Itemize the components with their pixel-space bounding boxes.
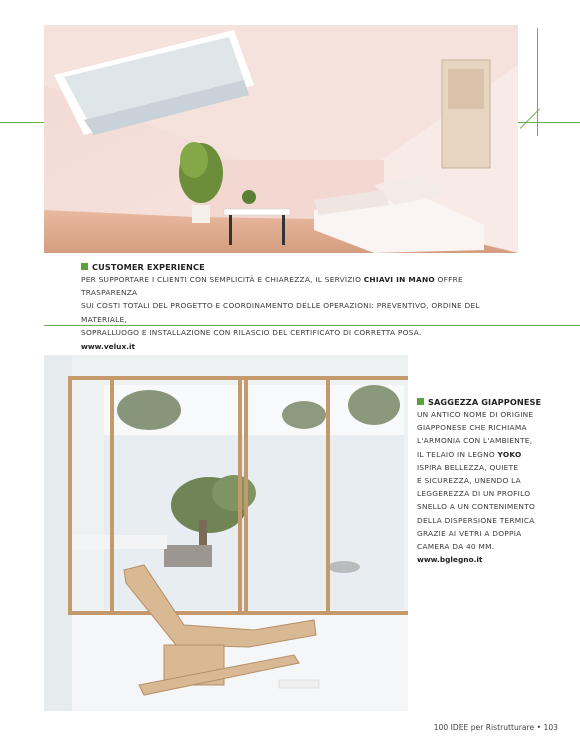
link-velux[interactable]: www.velux.it — [81, 342, 136, 352]
caption-body: PER SUPPORTARE I CLIENTI CON SEMPLICITÀ E CHIAREZZA, IL SERVIZIO CHIAVI IN MANO OFFRE TRASPARENZA SUI COSTI TOTALI DEL PROGETTO E COORDINAMENTO DELLE OPERAZIONI: PREVENTIVO, ORDINE DEL MATERIALE, SOPRALLUOGO E INSTALLAZIONE CON RILASCIO DEL CERTIFICATO DI CORRETTA POSA. — [81, 275, 480, 337]
green-rule-vertical-right — [537, 28, 538, 136]
caption-saggezza-giapponese — [417, 397, 557, 564]
green-square-bullet-icon — [417, 398, 424, 405]
footer-section: per Ristrutturare — [470, 723, 535, 732]
green-square-bullet-icon — [81, 263, 88, 270]
caption-customer-experience — [81, 262, 521, 351]
green-rule-top-left — [0, 122, 44, 123]
photo-wooden-window — [44, 355, 408, 711]
footer-separator: • — [536, 723, 542, 732]
caption-body-2: UN ANTICO NOME DI ORIGINE GIAPPONESE CHE RICHIAMA L'ARMONIA CON L'AMBIENTE, IL TELAIO IN LEGNO YOKO ISPIRA BELLEZZA, QUIETE E SICUREZZA, UNENDO LA LEGGEREZZA DI UN PROFILO SNELLO A UN CONTENIMENTO DELLA DISPERSIONE TERMICA GRAZIE AI VETRI A DOPPIA CAMERA DA 40 MM. — [417, 410, 536, 552]
photo-attic-room — [44, 25, 518, 253]
green-rule-top-right — [518, 122, 580, 123]
page-footer — [434, 723, 558, 732]
page-number: 103 — [543, 723, 558, 732]
footer-issue: 100 IDEE — [433, 723, 469, 732]
caption-title-2: SAGGEZZA GIAPPONESE — [417, 397, 557, 407]
caption-title: CUSTOMER EXPERIENCE — [81, 262, 521, 272]
link-bglegno[interactable]: www.bglegno.it — [417, 555, 483, 565]
